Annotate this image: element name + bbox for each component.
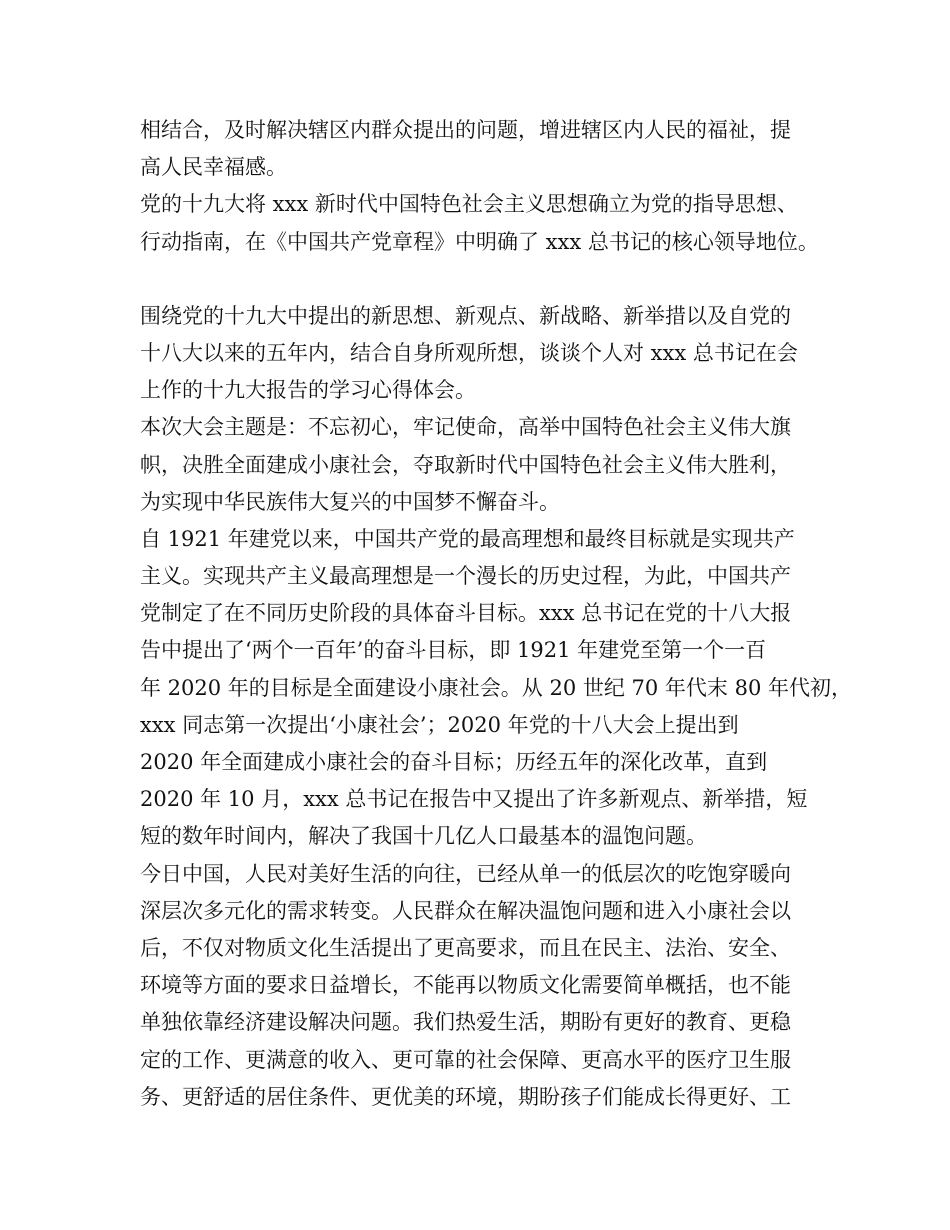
text-line: 环境等方面的要求日益增长，不能再以物质文化需要简单概括，也不能: [140, 973, 791, 998]
text-line: 年 2020 年的目标是全面建设小康社会。从 20 世纪 70 年代末 80 年代初，: [140, 675, 853, 700]
text-line: 本次大会主题是：不忘初心，牢记使命，高举中国特色社会主义伟大旗: [140, 415, 791, 440]
text-line: 2020 年 10 月，xxx 总书记在报告中又提出了许多新观点、新举措，短: [140, 787, 808, 812]
document-body: [140, 112, 853, 1116]
text-line: 后，不仅对物质文化生活提出了更高要求，而且在民主、法治、安全、: [140, 935, 791, 960]
text-line: 主义。实现共产主义最高理想是一个漫长的历史过程，为此，中国共产: [140, 564, 791, 589]
text-line: 党的十九大将 xxx 新时代中国特色社会主义思想确立为党的指导思想、: [140, 192, 798, 217]
text-line: 相结合，及时解决辖区内群众提出的问题，增进辖区内人民的福祉，提: [140, 118, 791, 142]
text-line: 行动指南，在《中国共产党章程》中明确了 xxx 总书记的核心领导地位。: [140, 229, 819, 254]
text-line: 2020 年全面建成小康社会的奋斗目标；历经五年的深化改革，直到: [140, 750, 768, 774]
paragraph-5: [140, 521, 853, 856]
text-line: 围绕党的十九大中提出的新思想、新观点、新战略、新举措以及自党的: [140, 303, 791, 328]
text-line: 深层次多元化的需求转变。人民群众在解决温饱问题和进入小康社会以: [140, 898, 791, 923]
text-line: 务、更舒适的居住条件、更优美的环境，期盼孩子们能成长得更好、工: [140, 1084, 791, 1109]
text-line: 帜，决胜全面建成小康社会，夺取新时代中国特色社会主义伟大胜利，: [140, 452, 791, 477]
text-line: 今日中国，人民对美好生活的向往，已经从单一的低层次的吃饱穿暖向: [140, 861, 791, 886]
text-line: 短的数年时间内，解决了我国十几亿人口最基本的温饱问题。: [140, 824, 707, 849]
paragraph-2: [140, 186, 820, 260]
paragraph-3: [140, 298, 820, 410]
text-line: 告中提出了‘两个一百年’的奋斗目标，即 1921 年建党至第一个一百: [140, 638, 767, 663]
text-line: 十八大以来的五年内，结合自身所观所想，谈谈个人对 xxx 总书记在会: [140, 340, 798, 365]
paragraph-6: [140, 856, 820, 1116]
blank-line: [140, 261, 820, 298]
text-line: 自 1921 年建党以来，中国共产党的最高理想和最终目标就是实现共产: [140, 526, 795, 551]
text-line: 党制定了在不同历史阶段的具体奋斗目标。xxx 总书记在党的十八大报: [140, 601, 792, 626]
text-line: 单独依靠经济建设解决问题。我们热爱生活，期盼有更好的教育、更稳: [140, 1010, 791, 1035]
paragraph-1: [140, 112, 820, 186]
text-line: xxx 同志第一次提出‘小康社会’；2020 年党的十八大会上提出到: [140, 712, 739, 737]
text-line: 上作的十九大报告的学习心得体会。: [140, 378, 476, 403]
text-line: 高人民幸福感。: [140, 155, 287, 180]
text-line: 定的工作、更满意的收入、更可靠的社会保障、更高水平的医疗卫生服: [140, 1047, 791, 1072]
paragraph-4: [140, 409, 820, 521]
text-line: 为实现中华民族伟大复兴的中国梦不懈奋斗。: [140, 489, 560, 514]
